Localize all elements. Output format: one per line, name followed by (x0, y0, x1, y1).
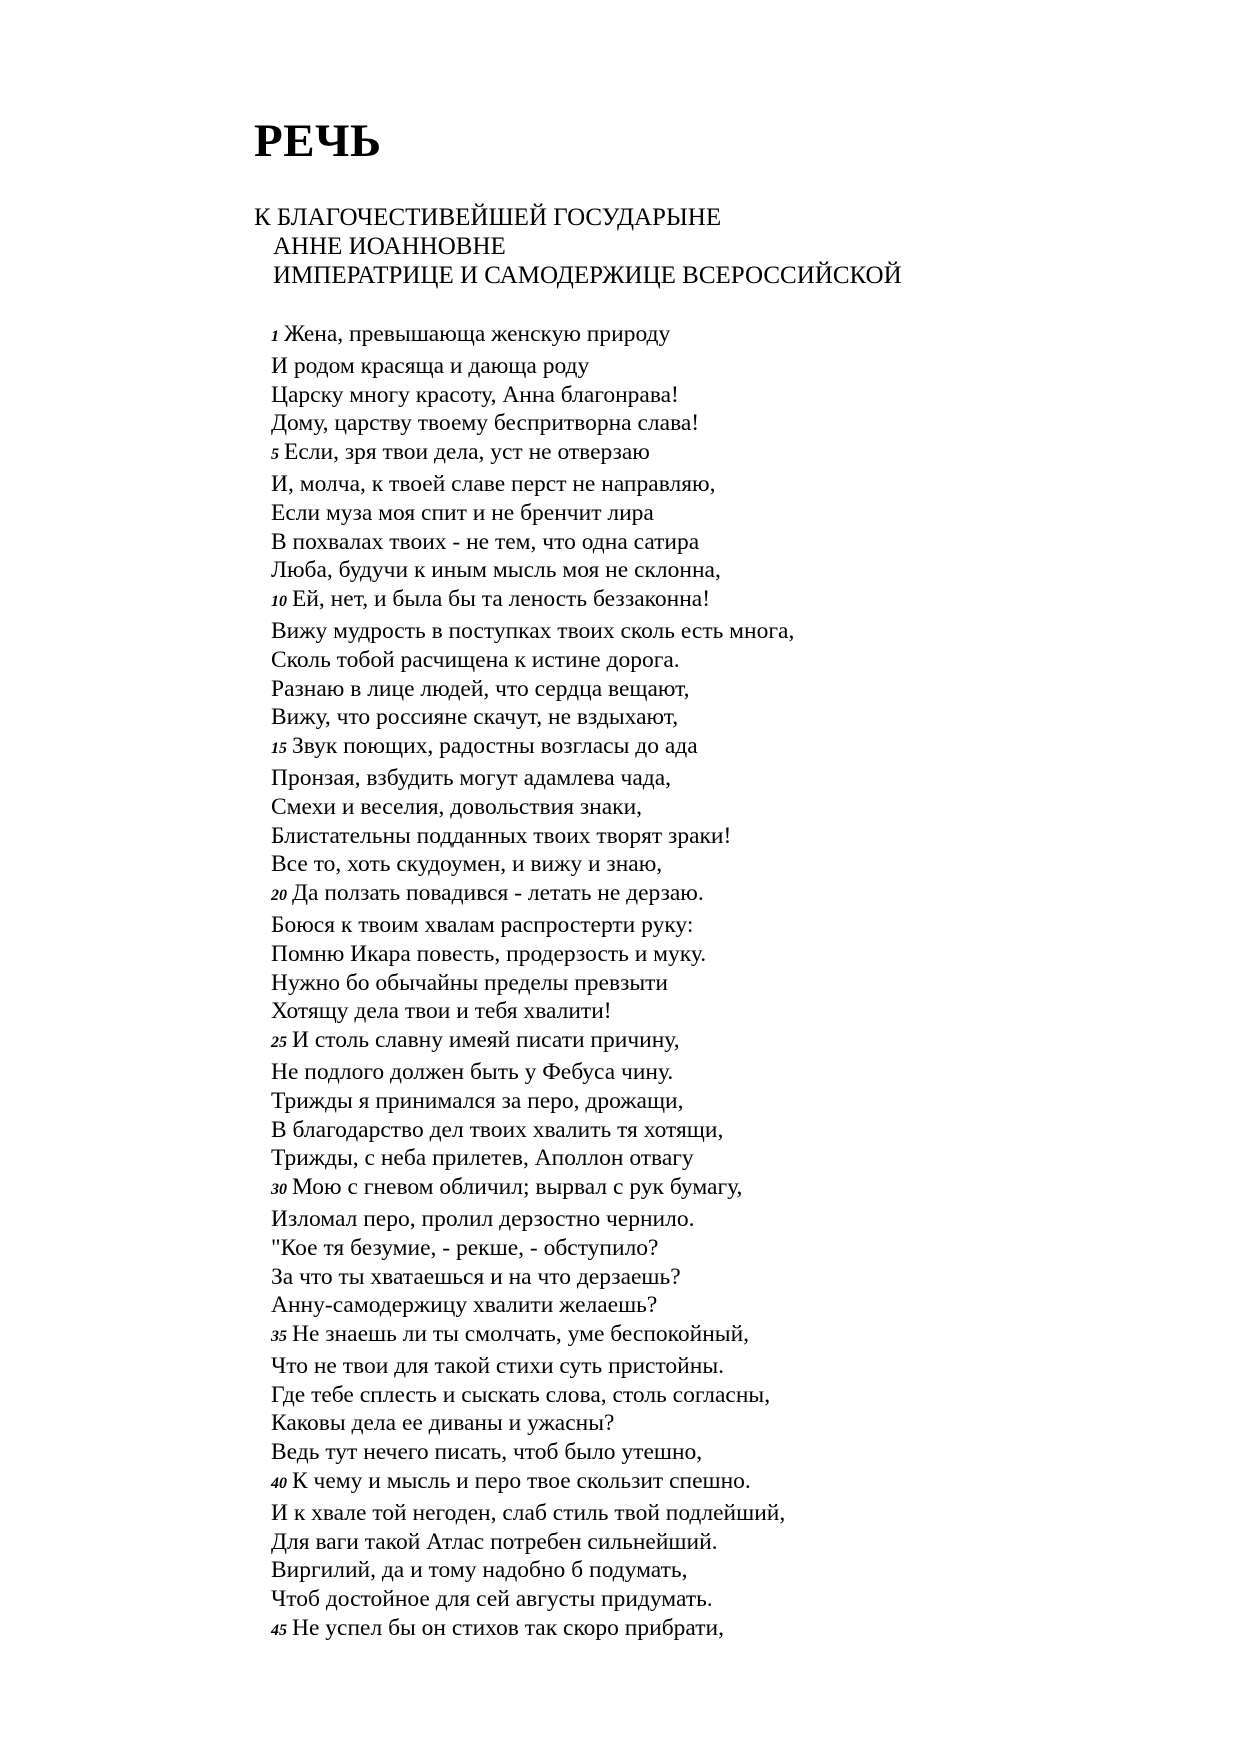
poem-line (271, 556, 794, 585)
poem-line-text: Пронзая, взбудить могут адамлева чада, (271, 764, 672, 791)
poem-line-text: Что не твои для такой стихи суть пристойны. (271, 1352, 724, 1379)
poem-line-text: Нужно бо обычайны пределы превзыти (271, 969, 668, 996)
poem-line (271, 320, 794, 352)
poem-body (271, 320, 794, 1646)
poem-line (271, 850, 794, 879)
poem-line (271, 1026, 794, 1058)
poem-line-text: И к хвале той негоден, слаб стиль твой подлейший, (271, 1499, 786, 1526)
poem-line (271, 1320, 794, 1352)
poem-line (271, 911, 794, 940)
line-number: 10 (271, 593, 287, 611)
dedication-block (254, 203, 902, 290)
poem-line (271, 969, 794, 998)
line-number: 40 (271, 1475, 287, 1493)
poem-line (271, 352, 794, 381)
poem-line (271, 764, 794, 793)
dedication-line: К БЛАГОЧЕСТИВЕЙШЕЙ ГОСУДАРЫНЕ (254, 204, 722, 231)
poem-line (271, 409, 794, 438)
poem-line-text: Изломал перо, пролил дерзостно чернило. (271, 1205, 695, 1232)
poem-line-text: Царску многу красоту, Анна благонрава! (271, 381, 679, 408)
document-title: РЕЧЬ (254, 115, 382, 167)
poem-line-text: Блистательны подданных твоих творят зраки! (271, 822, 732, 849)
poem-line-text: Смехи и веселия, довольствия знаки, (271, 793, 643, 820)
poem-line (271, 732, 794, 764)
poem-line-text: Вижу, что россияне скачут, не вздыхают, (271, 704, 679, 731)
poem-line (271, 438, 794, 470)
poem-line-text: Ей, нет, и была бы та леность беззаконна! (292, 586, 711, 613)
poem-line (271, 879, 794, 911)
poem-line (271, 1058, 794, 1087)
poem-line-text: Разнаю в лице людей, что сердца вещают, (271, 675, 690, 702)
poem-line (271, 528, 794, 557)
poem-line-text: В благодарство дел твоих хвалить тя хотящи, (271, 1116, 724, 1143)
poem-line-text: Звук поющих, радостны возгласы до ада (292, 733, 698, 760)
poem-line (271, 940, 794, 969)
line-number: 15 (271, 740, 287, 758)
poem-line (271, 585, 794, 617)
poem-line (271, 1116, 794, 1145)
poem-line-text: Помню Икара повесть, продерзость и муку. (271, 940, 707, 967)
line-number: 5 (271, 446, 279, 464)
poem-line-text: Виргилий, да и тому надобно б подумать, (271, 1557, 688, 1584)
poem-line (271, 703, 794, 732)
poem-line-text: Не знаешь ли ты смолчать, уме беспокойный, (292, 1321, 750, 1348)
poem-line-text: Сколь тобой расчищена к истине дорога. (271, 646, 680, 673)
poem-line (271, 1291, 794, 1320)
line-number: 1 (271, 328, 279, 345)
line-number: 25 (271, 1034, 287, 1052)
poem-line (271, 1585, 794, 1614)
poem-line-text: Где тебе сплесть и сыскать слова, столь согласны, (271, 1381, 771, 1408)
poem-line-text: Люба, будучи к иным мысль моя не склонна, (271, 557, 721, 584)
poem-line-text: Хотящу дела твои и тебя хвалити! (271, 998, 612, 1025)
poem-line-text: К чему и мысль и перо твое скользит спешно. (292, 1468, 751, 1495)
poem-line (271, 1467, 794, 1499)
poem-line-text: Не подлого должен быть у Фебуса чину. (271, 1058, 674, 1085)
poem-line-text: И, молча, к твоей славе перст не направляю, (271, 470, 716, 497)
poem-line-text: И столь славну имеяй писати причину, (292, 1027, 680, 1054)
poem-line-text: Жена, превышающа женскую природу (284, 321, 671, 347)
poem-line-text: Если муза моя спит и не бренчит лира (271, 499, 654, 526)
poem-line (271, 793, 794, 822)
poem-line-text: За что ты хватаешься и на что дерзаешь? (271, 1263, 681, 1290)
poem-line-text: Все то, хоть скудоумен, и вижу и знаю, (271, 851, 663, 878)
poem-line (271, 997, 794, 1026)
poem-line (271, 1352, 794, 1381)
poem-line (271, 675, 794, 704)
poem-line (271, 499, 794, 528)
poem-line-text: Чтоб достойное для сей августы придумать. (271, 1586, 713, 1613)
poem-line-text: В похвалах твоих - не тем, что одна сатира (271, 528, 700, 555)
poem-line-text: Трижды, с неба прилетев, Аполлон отвагу (271, 1145, 694, 1172)
poem-line-text: И родом красяща и дающа роду (271, 352, 590, 379)
poem-line (271, 1438, 794, 1467)
poem-line-text: Ведь тут нечего писать, чтоб было утешно, (271, 1439, 703, 1466)
poem-line-text: Не успел бы он стихов так скоро прибрати, (292, 1615, 724, 1642)
poem-line (271, 1144, 794, 1173)
poem-line (271, 617, 794, 646)
poem-line-text: Для ваги такой Атлас потребен сильнейший. (271, 1528, 718, 1555)
poem-line (271, 1614, 794, 1646)
line-number: 45 (271, 1622, 287, 1640)
poem-line (271, 646, 794, 675)
poem-line-text: Трижды я принимался за перо, дрожащи, (271, 1087, 684, 1114)
poem-line (271, 1556, 794, 1585)
poem-line (271, 1205, 794, 1234)
line-number: 30 (271, 1181, 287, 1199)
poem-line-text: Если, зря твои дела, уст не отверзаю (284, 439, 650, 466)
poem-line-text: Мою с гневом обличил; вырвал с рук бумагу, (292, 1174, 743, 1201)
poem-line (271, 1173, 794, 1205)
poem-line-text: Дому, царству твоему беспритворна слава! (271, 410, 700, 437)
poem-line (271, 381, 794, 410)
poem-line (271, 470, 794, 499)
dedication-line: АННЕ ИОАННОВНЕ (273, 233, 506, 260)
poem-line (271, 1409, 794, 1438)
poem-line-text: Вижу мудрость в поступках твоих сколь есть многа, (271, 617, 795, 644)
poem-line (271, 822, 794, 851)
poem-line (271, 1499, 794, 1528)
poem-line (271, 1234, 794, 1263)
dedication-line: ИМПЕРАТРИЦЕ И САМОДЕРЖИЦЕ ВСЕРОССИЙСКОЙ (273, 262, 902, 289)
poem-line-text: Боюся к твоим хвалам распростерти руку: (271, 911, 694, 938)
poem-line (271, 1263, 794, 1292)
poem-line (271, 1381, 794, 1410)
poem-line-text: Да ползать повадився - летать не дерзаю. (292, 880, 704, 907)
line-number: 20 (271, 887, 287, 905)
poem-line-text: "Кое тя безумие, - рекше, - обступило? (271, 1234, 659, 1261)
poem-line (271, 1528, 794, 1557)
poem-line-text: Анну-самодержицу хвалити желаешь? (271, 1292, 658, 1319)
poem-line (271, 1087, 794, 1116)
line-number: 35 (271, 1328, 287, 1346)
poem-line-text: Каковы дела ее диваны и ужасны? (271, 1410, 615, 1437)
